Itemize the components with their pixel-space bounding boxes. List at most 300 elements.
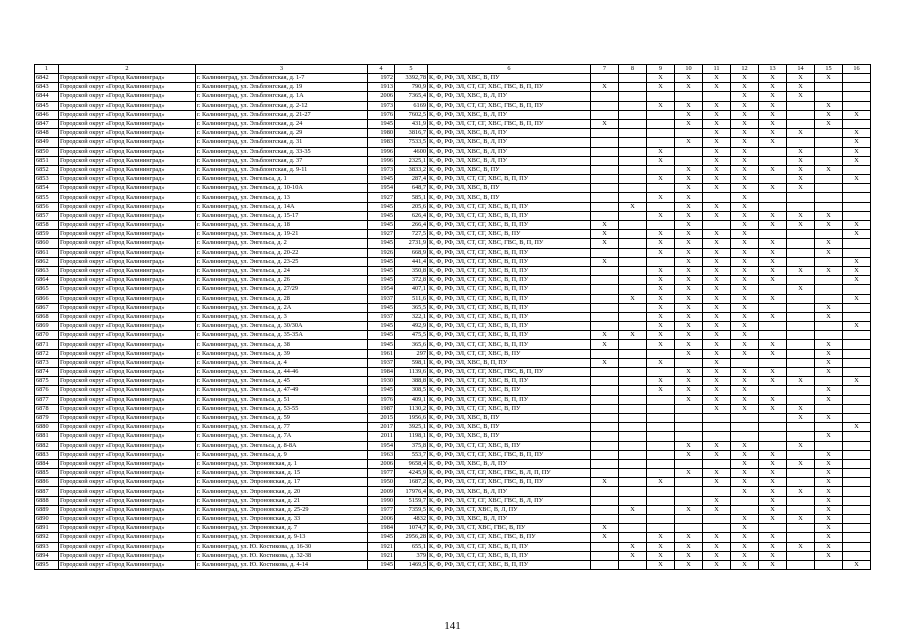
mark-cell: Х bbox=[759, 533, 787, 542]
row-number-cell: 6872 bbox=[35, 349, 59, 358]
table-row bbox=[35, 551, 871, 560]
row-number-cell: 6877 bbox=[35, 395, 59, 404]
mark-cell bbox=[843, 211, 871, 220]
mark-cell: Х bbox=[759, 450, 787, 459]
mark-cell: Х bbox=[675, 138, 703, 147]
systems-cell: К, Ф, РФ, ЭЛ, СТ, СГ, ХВС, ГВС, В, П, ПУ bbox=[428, 239, 591, 248]
mark-cell bbox=[787, 358, 815, 367]
mark-cell bbox=[591, 386, 619, 395]
mark-cell bbox=[787, 202, 815, 211]
municipality-cell: Городской округ «Город Калининград» bbox=[59, 349, 196, 358]
mark-cell: Х bbox=[731, 459, 759, 468]
mark-cell bbox=[647, 184, 675, 193]
table-row bbox=[35, 496, 871, 505]
mark-cell: Х bbox=[647, 322, 675, 331]
mark-cell bbox=[647, 469, 675, 478]
mark-cell: Х bbox=[703, 533, 731, 542]
area-cell: 553,7 bbox=[395, 450, 428, 459]
row-number-cell: 6889 bbox=[35, 505, 59, 514]
mark-cell: Х bbox=[703, 202, 731, 211]
row-number-cell: 6888 bbox=[35, 496, 59, 505]
mark-cell bbox=[787, 349, 815, 358]
mark-cell bbox=[815, 276, 843, 285]
mark-cell bbox=[759, 358, 787, 367]
table-row bbox=[35, 331, 871, 340]
mark-cell: Х bbox=[675, 551, 703, 560]
mark-cell bbox=[619, 487, 647, 496]
municipality-cell: Городской округ «Город Калининград» bbox=[59, 515, 196, 524]
mark-cell bbox=[619, 230, 647, 239]
mark-cell bbox=[619, 257, 647, 266]
municipality-cell: Городской округ «Город Калининград» bbox=[59, 413, 196, 422]
mark-cell bbox=[815, 285, 843, 294]
mark-cell: Х bbox=[675, 294, 703, 303]
systems-cell: К, Ф, РФ, ЭЛ, ХВС, В, Л, ПУ bbox=[428, 147, 591, 156]
mark-cell: Х bbox=[759, 257, 787, 266]
mark-cell: Х bbox=[675, 101, 703, 110]
mark-cell: Х bbox=[703, 551, 731, 560]
mark-cell: Х bbox=[731, 239, 759, 248]
area-cell: 266,4 bbox=[395, 221, 428, 230]
table-row bbox=[35, 349, 871, 358]
systems-cell: К, Ф, РФ, ЭЛ, СТ, СГ, ХВС, ГВС, В, ПУ bbox=[428, 533, 591, 542]
mark-cell bbox=[591, 285, 619, 294]
year-cell: 1945 bbox=[368, 266, 395, 275]
mark-cell bbox=[591, 147, 619, 156]
address-cell: г. Калининград, ул. Эпроновская, д. 20 bbox=[196, 487, 368, 496]
address-cell: г. Калининград, ул. Энгельса, д. 8-8А bbox=[196, 441, 368, 450]
row-number-cell: 6843 bbox=[35, 83, 59, 92]
mark-cell bbox=[591, 165, 619, 174]
mark-cell bbox=[843, 459, 871, 468]
mark-cell bbox=[619, 248, 647, 257]
mark-cell: Х bbox=[647, 560, 675, 569]
table-row bbox=[35, 358, 871, 367]
systems-cell: К, Ф, РФ, ЭЛ, СТ, СГ, ХВС, В, П, ПУ bbox=[428, 266, 591, 275]
area-cell: 7533,5 bbox=[395, 138, 428, 147]
mark-cell: Х bbox=[675, 533, 703, 542]
mark-cell: Х bbox=[815, 551, 843, 560]
mark-cell bbox=[591, 469, 619, 478]
systems-cell: К, Ф, РФ, ЭЛ, ХВС, В, ПУ bbox=[428, 423, 591, 432]
mark-cell bbox=[815, 193, 843, 202]
area-cell: 655,1 bbox=[395, 542, 428, 551]
mark-cell bbox=[787, 560, 815, 569]
mark-cell: Х bbox=[647, 230, 675, 239]
mark-cell: Х bbox=[731, 349, 759, 358]
row-number-cell: 6893 bbox=[35, 542, 59, 551]
mark-cell bbox=[787, 294, 815, 303]
systems-cell: К, Ф, РФ, ЭЛ, СТ, СГ, ХВС, В, П, ПУ bbox=[428, 542, 591, 551]
mark-cell bbox=[619, 386, 647, 395]
mark-cell bbox=[647, 413, 675, 422]
area-cell: 1469,5 bbox=[395, 560, 428, 569]
address-cell: г. Калининград, ул. Эльблонгская, д. 1-7 bbox=[196, 74, 368, 83]
mark-cell: Х bbox=[843, 266, 871, 275]
systems-cell: К, Ф, РФ, ЭЛ, СТ, СГ, ХВС, ГВС, В, Л, П, ПУ bbox=[428, 469, 591, 478]
mark-cell: Х bbox=[703, 83, 731, 92]
table-row bbox=[35, 524, 871, 533]
table-row bbox=[35, 257, 871, 266]
mark-cell bbox=[619, 478, 647, 487]
mark-cell bbox=[675, 92, 703, 101]
address-cell: г. Калининград, ул. Энгельса, д. 27/29 bbox=[196, 285, 368, 294]
address-cell: г. Калининград, ул. Энгельса, д. 53-55 bbox=[196, 404, 368, 413]
mark-cell: Х bbox=[787, 441, 815, 450]
mark-cell: Х bbox=[787, 377, 815, 386]
mark-cell bbox=[619, 92, 647, 101]
systems-cell: К, Ф, РФ, ЭЛ, ХВС, В, ПУ bbox=[428, 74, 591, 83]
mark-cell bbox=[815, 184, 843, 193]
column-number-cell: 11 bbox=[703, 65, 731, 74]
mark-cell bbox=[843, 551, 871, 560]
table-row bbox=[35, 404, 871, 413]
area-cell: 4600 bbox=[395, 147, 428, 156]
mark-cell: Х bbox=[675, 349, 703, 358]
address-cell: г. Калининград, ул. Энгельса, д. 24 bbox=[196, 266, 368, 275]
mark-cell: Х bbox=[815, 496, 843, 505]
year-cell: 2009 bbox=[368, 487, 395, 496]
mark-cell: Х bbox=[675, 505, 703, 514]
municipality-cell: Городской округ «Город Калининград» bbox=[59, 248, 196, 257]
table-row bbox=[35, 542, 871, 551]
mark-cell: Х bbox=[675, 377, 703, 386]
mark-cell: Х bbox=[731, 404, 759, 413]
mark-cell: Х bbox=[647, 193, 675, 202]
mark-cell bbox=[815, 175, 843, 184]
mark-cell bbox=[675, 156, 703, 165]
area-cell: 9658,4 bbox=[395, 459, 428, 468]
mark-cell bbox=[787, 230, 815, 239]
mark-cell: Х bbox=[815, 349, 843, 358]
column-number-cell: 8 bbox=[619, 65, 647, 74]
mark-cell bbox=[591, 129, 619, 138]
municipality-cell: Городской округ «Город Калининград» bbox=[59, 432, 196, 441]
systems-cell: К, Ф, РФ, ЭЛ, ХВС, В, ПУ bbox=[428, 165, 591, 174]
table-row bbox=[35, 110, 871, 119]
row-number-cell: 6892 bbox=[35, 533, 59, 542]
mark-cell bbox=[647, 459, 675, 468]
area-cell: 7365,4 bbox=[395, 92, 428, 101]
mark-cell bbox=[731, 423, 759, 432]
address-cell: г. Калининград, ул. Энгельса, д. 23-25 bbox=[196, 257, 368, 266]
row-number-cell: 6870 bbox=[35, 331, 59, 340]
year-cell: 1961 bbox=[368, 349, 395, 358]
row-number-cell: 6884 bbox=[35, 459, 59, 468]
mark-cell bbox=[703, 432, 731, 441]
mark-cell bbox=[619, 276, 647, 285]
mark-cell: Х bbox=[759, 551, 787, 560]
mark-cell: Х bbox=[815, 478, 843, 487]
mark-cell: Х bbox=[647, 211, 675, 220]
municipality-cell: Городской округ «Город Калининград» bbox=[59, 524, 196, 533]
systems-cell: К, Ф, РФ, ЭЛ, СТ, СГ, ХВС, В, П, ПУ bbox=[428, 322, 591, 331]
mark-cell: Х bbox=[591, 533, 619, 542]
area-cell: 6169 bbox=[395, 101, 428, 110]
mark-cell bbox=[619, 129, 647, 138]
systems-cell: К, Ф, РФ, ЭЛ, СТ, СГ, ХВС, В, П, ПУ bbox=[428, 312, 591, 321]
row-number-cell: 6845 bbox=[35, 101, 59, 110]
year-cell: 1921 bbox=[368, 542, 395, 551]
mark-cell bbox=[843, 395, 871, 404]
mark-cell bbox=[591, 349, 619, 358]
mark-cell: Х bbox=[703, 386, 731, 395]
mark-cell bbox=[731, 432, 759, 441]
area-cell: 287,4 bbox=[395, 175, 428, 184]
address-cell: г. Калининград, ул. Энгельса, д. 39 bbox=[196, 349, 368, 358]
mark-cell: Х bbox=[759, 92, 787, 101]
mark-cell: Х bbox=[703, 450, 731, 459]
mark-cell: Х bbox=[675, 239, 703, 248]
mark-cell bbox=[843, 165, 871, 174]
mark-cell bbox=[815, 92, 843, 101]
row-number-cell: 6886 bbox=[35, 478, 59, 487]
mark-cell bbox=[591, 312, 619, 321]
area-cell: 648,7 bbox=[395, 184, 428, 193]
mark-cell bbox=[619, 423, 647, 432]
row-number-cell: 6890 bbox=[35, 515, 59, 524]
year-cell: 1945 bbox=[368, 257, 395, 266]
mark-cell: Х bbox=[591, 358, 619, 367]
municipality-cell: Городской округ «Город Калининград» bbox=[59, 542, 196, 551]
table-row bbox=[35, 294, 871, 303]
mark-cell bbox=[787, 257, 815, 266]
mark-cell bbox=[787, 432, 815, 441]
table-row bbox=[35, 211, 871, 220]
mark-cell bbox=[647, 368, 675, 377]
mark-cell: Х bbox=[731, 156, 759, 165]
municipality-cell: Городской округ «Город Калининград» bbox=[59, 303, 196, 312]
mark-cell: Х bbox=[731, 175, 759, 184]
mark-cell: Х bbox=[843, 322, 871, 331]
mark-cell bbox=[815, 202, 843, 211]
mark-cell bbox=[619, 496, 647, 505]
systems-cell: К, Ф, РФ, ЭЛ, ХВС, В, Л, ПУ bbox=[428, 459, 591, 468]
year-cell: 1976 bbox=[368, 110, 395, 119]
mark-cell: Х bbox=[675, 211, 703, 220]
year-cell: 1945 bbox=[368, 303, 395, 312]
mark-cell: Х bbox=[619, 505, 647, 514]
mark-cell: Х bbox=[731, 276, 759, 285]
mark-cell: Х bbox=[815, 358, 843, 367]
mark-cell bbox=[759, 147, 787, 156]
mark-cell: Х bbox=[759, 101, 787, 110]
mark-cell: Х bbox=[647, 386, 675, 395]
mark-cell: Х bbox=[619, 202, 647, 211]
area-cell: 3925,1 bbox=[395, 423, 428, 432]
year-cell: 2006 bbox=[368, 459, 395, 468]
systems-cell: К, Ф, РФ, ЭЛ, СТ, СГ, ХВС, В, П, ПУ bbox=[428, 285, 591, 294]
table-row bbox=[35, 450, 871, 459]
mark-cell bbox=[647, 423, 675, 432]
mark-cell bbox=[619, 459, 647, 468]
mark-cell bbox=[787, 303, 815, 312]
mark-cell bbox=[591, 515, 619, 524]
mark-cell bbox=[591, 551, 619, 560]
mark-cell bbox=[787, 331, 815, 340]
systems-cell: К, Ф, РФ, ЭЛ, СТ, СГ, ХВС, В, П, ПУ bbox=[428, 395, 591, 404]
mark-cell: Х bbox=[675, 175, 703, 184]
address-cell: г. Калининград, ул. Эпроновская, д. 21 bbox=[196, 496, 368, 505]
table-row bbox=[35, 92, 871, 101]
mark-cell: Х bbox=[815, 450, 843, 459]
mark-cell: Х bbox=[591, 83, 619, 92]
mark-cell bbox=[815, 423, 843, 432]
column-number-cell: 6 bbox=[428, 65, 591, 74]
mark-cell bbox=[843, 331, 871, 340]
mark-cell bbox=[843, 524, 871, 533]
municipality-cell: Городской округ «Город Калининград» bbox=[59, 478, 196, 487]
mark-cell bbox=[843, 340, 871, 349]
column-number-cell: 13 bbox=[759, 65, 787, 74]
mark-cell bbox=[591, 432, 619, 441]
systems-cell: К, Ф, РФ, ЭЛ, СТ, СГ, ХВС, В, П, ПУ bbox=[428, 377, 591, 386]
mark-cell: Х bbox=[731, 230, 759, 239]
mark-cell: Х bbox=[731, 524, 759, 533]
mark-cell: Х bbox=[787, 129, 815, 138]
mark-cell: Х bbox=[647, 156, 675, 165]
table-row bbox=[35, 533, 871, 542]
mark-cell bbox=[843, 303, 871, 312]
mark-cell: Х bbox=[647, 276, 675, 285]
row-number-cell: 6882 bbox=[35, 441, 59, 450]
mark-cell: Х bbox=[619, 294, 647, 303]
table-row bbox=[35, 83, 871, 92]
mark-cell: Х bbox=[647, 303, 675, 312]
mark-cell bbox=[647, 524, 675, 533]
mark-cell bbox=[647, 404, 675, 413]
address-cell: г. Калининград, ул. Энгельса, д. 15-17 bbox=[196, 211, 368, 220]
mark-cell: Х bbox=[731, 533, 759, 542]
municipality-cell: Городской округ «Город Калининград» bbox=[59, 294, 196, 303]
area-cell: 372,8 bbox=[395, 276, 428, 285]
area-cell: 626,4 bbox=[395, 211, 428, 220]
table-row bbox=[35, 478, 871, 487]
systems-cell: К, Ф, РФ, ЭЛ, СТ, СГ, ХВС, В, ПУ bbox=[428, 349, 591, 358]
mark-cell bbox=[759, 303, 787, 312]
mark-cell bbox=[843, 184, 871, 193]
mark-cell: Х bbox=[731, 110, 759, 119]
address-cell: г. Калининград, ул. Эпроновская, д. 1 bbox=[196, 459, 368, 468]
municipality-cell: Городской округ «Город Калининград» bbox=[59, 266, 196, 275]
municipality-cell: Городской округ «Город Калининград» bbox=[59, 322, 196, 331]
mark-cell: Х bbox=[843, 110, 871, 119]
year-cell: 1976 bbox=[368, 395, 395, 404]
row-number-cell: 6881 bbox=[35, 432, 59, 441]
year-cell: 1945 bbox=[368, 386, 395, 395]
municipality-cell: Городской округ «Город Калининград» bbox=[59, 312, 196, 321]
mark-cell: Х bbox=[759, 487, 787, 496]
mark-cell: Х bbox=[675, 119, 703, 128]
mark-cell: Х bbox=[843, 147, 871, 156]
mark-cell bbox=[843, 193, 871, 202]
address-cell: г. Калининград, ул. Энгельса, д. 47-49 bbox=[196, 386, 368, 395]
mark-cell: Х bbox=[815, 239, 843, 248]
mark-cell: Х bbox=[703, 74, 731, 83]
area-cell: 511,6 bbox=[395, 294, 428, 303]
table-row bbox=[35, 156, 871, 165]
mark-cell: Х bbox=[647, 239, 675, 248]
address-cell: г. Калининград, ул. Ю. Костикова, д. 16-30 bbox=[196, 542, 368, 551]
municipality-cell: Городской округ «Город Калининград» bbox=[59, 184, 196, 193]
systems-cell: К, Ф, РФ, ЭЛ, ХВС, В, П, ПУ bbox=[428, 358, 591, 367]
mark-cell bbox=[591, 542, 619, 551]
column-number-cell: 4 bbox=[368, 65, 395, 74]
mark-cell: Х bbox=[675, 285, 703, 294]
mark-cell: Х bbox=[787, 175, 815, 184]
column-number-cell: 12 bbox=[731, 65, 759, 74]
area-cell: 407,1 bbox=[395, 285, 428, 294]
municipality-cell: Городской округ «Город Калининград» bbox=[59, 83, 196, 92]
mark-cell: Х bbox=[703, 165, 731, 174]
mark-cell bbox=[591, 138, 619, 147]
area-cell: 350,8 bbox=[395, 266, 428, 275]
area-cell: 409,1 bbox=[395, 395, 428, 404]
address-cell: г. Калининград, ул. Эпроновская, д. 25-29 bbox=[196, 505, 368, 514]
mark-cell bbox=[787, 312, 815, 321]
mark-cell: Х bbox=[703, 175, 731, 184]
mark-cell bbox=[787, 423, 815, 432]
year-cell: 1990 bbox=[368, 496, 395, 505]
mark-cell: Х bbox=[675, 340, 703, 349]
mark-cell bbox=[843, 312, 871, 321]
mark-cell bbox=[759, 156, 787, 165]
mark-cell bbox=[591, 202, 619, 211]
mark-cell bbox=[815, 377, 843, 386]
mark-cell bbox=[591, 560, 619, 569]
table-row bbox=[35, 395, 871, 404]
mark-cell: Х bbox=[815, 340, 843, 349]
row-number-cell: 6863 bbox=[35, 266, 59, 275]
table-row bbox=[35, 266, 871, 275]
mark-cell: Х bbox=[759, 129, 787, 138]
row-number-cell: 6854 bbox=[35, 184, 59, 193]
mark-cell bbox=[647, 505, 675, 514]
municipality-cell: Городской округ «Город Калининград» bbox=[59, 239, 196, 248]
mark-cell: Х bbox=[731, 294, 759, 303]
mark-cell: Х bbox=[675, 193, 703, 202]
mark-cell: Х bbox=[675, 257, 703, 266]
mark-cell bbox=[619, 450, 647, 459]
mark-cell bbox=[675, 496, 703, 505]
mark-cell: Х bbox=[675, 469, 703, 478]
mark-cell bbox=[647, 257, 675, 266]
mark-cell: Х bbox=[731, 184, 759, 193]
mark-cell bbox=[731, 496, 759, 505]
mark-cell: Х bbox=[731, 193, 759, 202]
municipality-cell: Городской округ «Город Калининград» bbox=[59, 285, 196, 294]
table-row bbox=[35, 101, 871, 110]
year-cell: 2011 bbox=[368, 432, 395, 441]
year-cell: 1945 bbox=[368, 175, 395, 184]
mark-cell: Х bbox=[815, 221, 843, 230]
mark-cell bbox=[843, 515, 871, 524]
address-cell: г. Калининград, ул. Ю. Костикова, д. 32-38 bbox=[196, 551, 368, 560]
mark-cell: Х bbox=[759, 368, 787, 377]
systems-cell: К, Ф, РФ, ЭЛ, ХВС, В, Л, ПУ bbox=[428, 156, 591, 165]
mark-cell: Х bbox=[703, 276, 731, 285]
mark-cell: Х bbox=[591, 340, 619, 349]
mark-cell bbox=[787, 193, 815, 202]
address-cell: г. Калининград, ул. Энгельса, д. 28 bbox=[196, 294, 368, 303]
mark-cell: Х bbox=[787, 147, 815, 156]
mark-cell bbox=[843, 74, 871, 83]
table-row bbox=[35, 276, 871, 285]
mark-cell bbox=[591, 487, 619, 496]
systems-cell: К, Ф, РФ, ЭЛ, СТ, СГ, ХВС, ГВС, В, П, ПУ bbox=[428, 478, 591, 487]
area-cell: 1198,1 bbox=[395, 432, 428, 441]
mark-cell bbox=[619, 221, 647, 230]
